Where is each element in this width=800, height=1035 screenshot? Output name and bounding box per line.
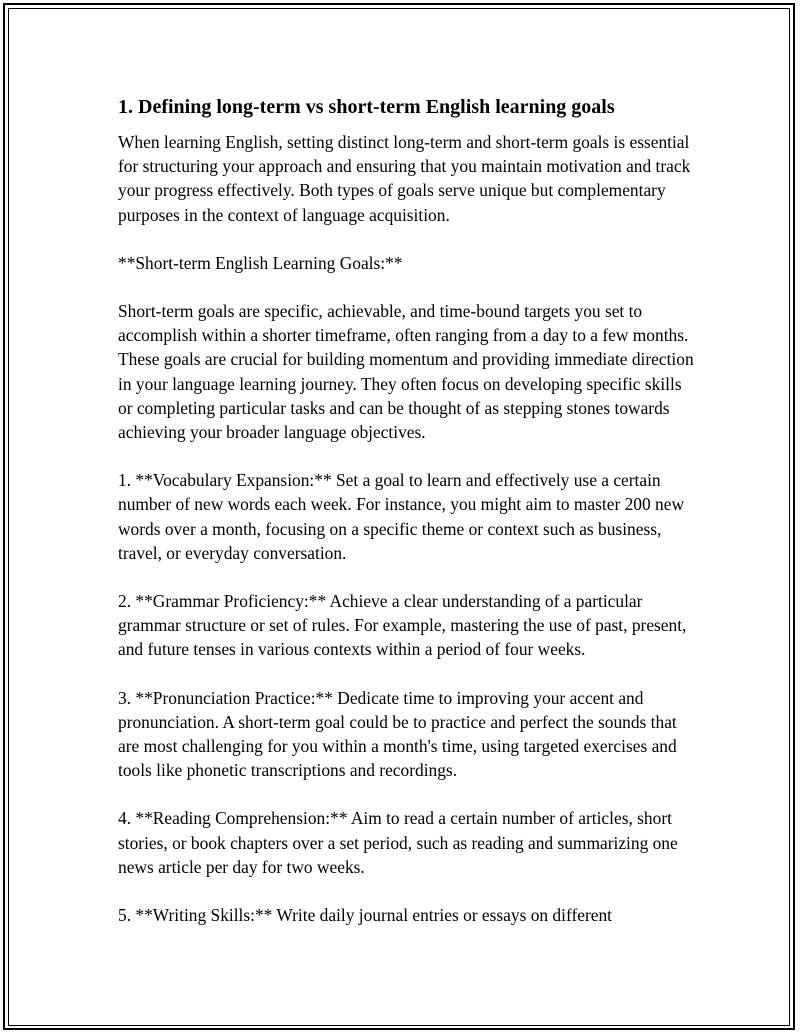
list-item-pronunciation-practice: 3. **Pronunciation Practice:** Dedicate time to improving your accent and pronunciation. A short-term goal could be to practice and perfect the sounds that are most challenging for you within a month's time, using targeted exercises and tools like phonetic transcriptions and recordings.: [118, 687, 677, 781]
list-item-writing-skills: 5. **Writing Skills:** Write daily journal entries or essays on different: [118, 905, 612, 926]
document-body: [118, 94, 698, 951]
section-heading: 1. Defining long-term vs short-term English learning goals: [118, 96, 615, 118]
list-item-grammar-proficiency: 2. **Grammar Proficiency:** Achieve a clear understanding of a particular grammar structure or set of rules. For example, mastering the use of past, present, and future tenses in various contexts within a period of four weeks.: [118, 591, 687, 660]
list-item-vocabulary-expansion: 1. **Vocabulary Expansion:** Set a goal to learn and effectively use a certain number of new words each week. For instance, you might aim to master 200 new words over a month, focusing on a specific theme or context such as business, travel, or everyday conversation.: [118, 470, 685, 563]
short-term-goals-subheading: **Short-term English Learning Goals:**: [118, 252, 403, 273]
short-term-goals-description: Short-term goals are specific, achievable, and time-bound targets you set to accomplish within a shorter timeframe, often ranging from a day to a few months. These goals are crucial for building momentum and providing immediate direction in your language learning journey. They often focus on developing specific skills or completing particular tasks and can be thought of as stepping stones towards achieving your broader language objectives.: [118, 301, 694, 443]
intro-paragraph: When learning English, setting distinct long-term and short-term goals is essential for structuring your approach and ensuring that you maintain motivation and track your progress effectively. Both types of goals serve unique but complementary purposes in the context of language acquisition.: [118, 132, 691, 225]
list-item-reading-comprehension: 4. **Reading Comprehension:** Aim to read a certain number of articles, short stories, or book chapters over a set period, such as reading and summarizing one news article per day for two weeks.: [118, 808, 678, 877]
